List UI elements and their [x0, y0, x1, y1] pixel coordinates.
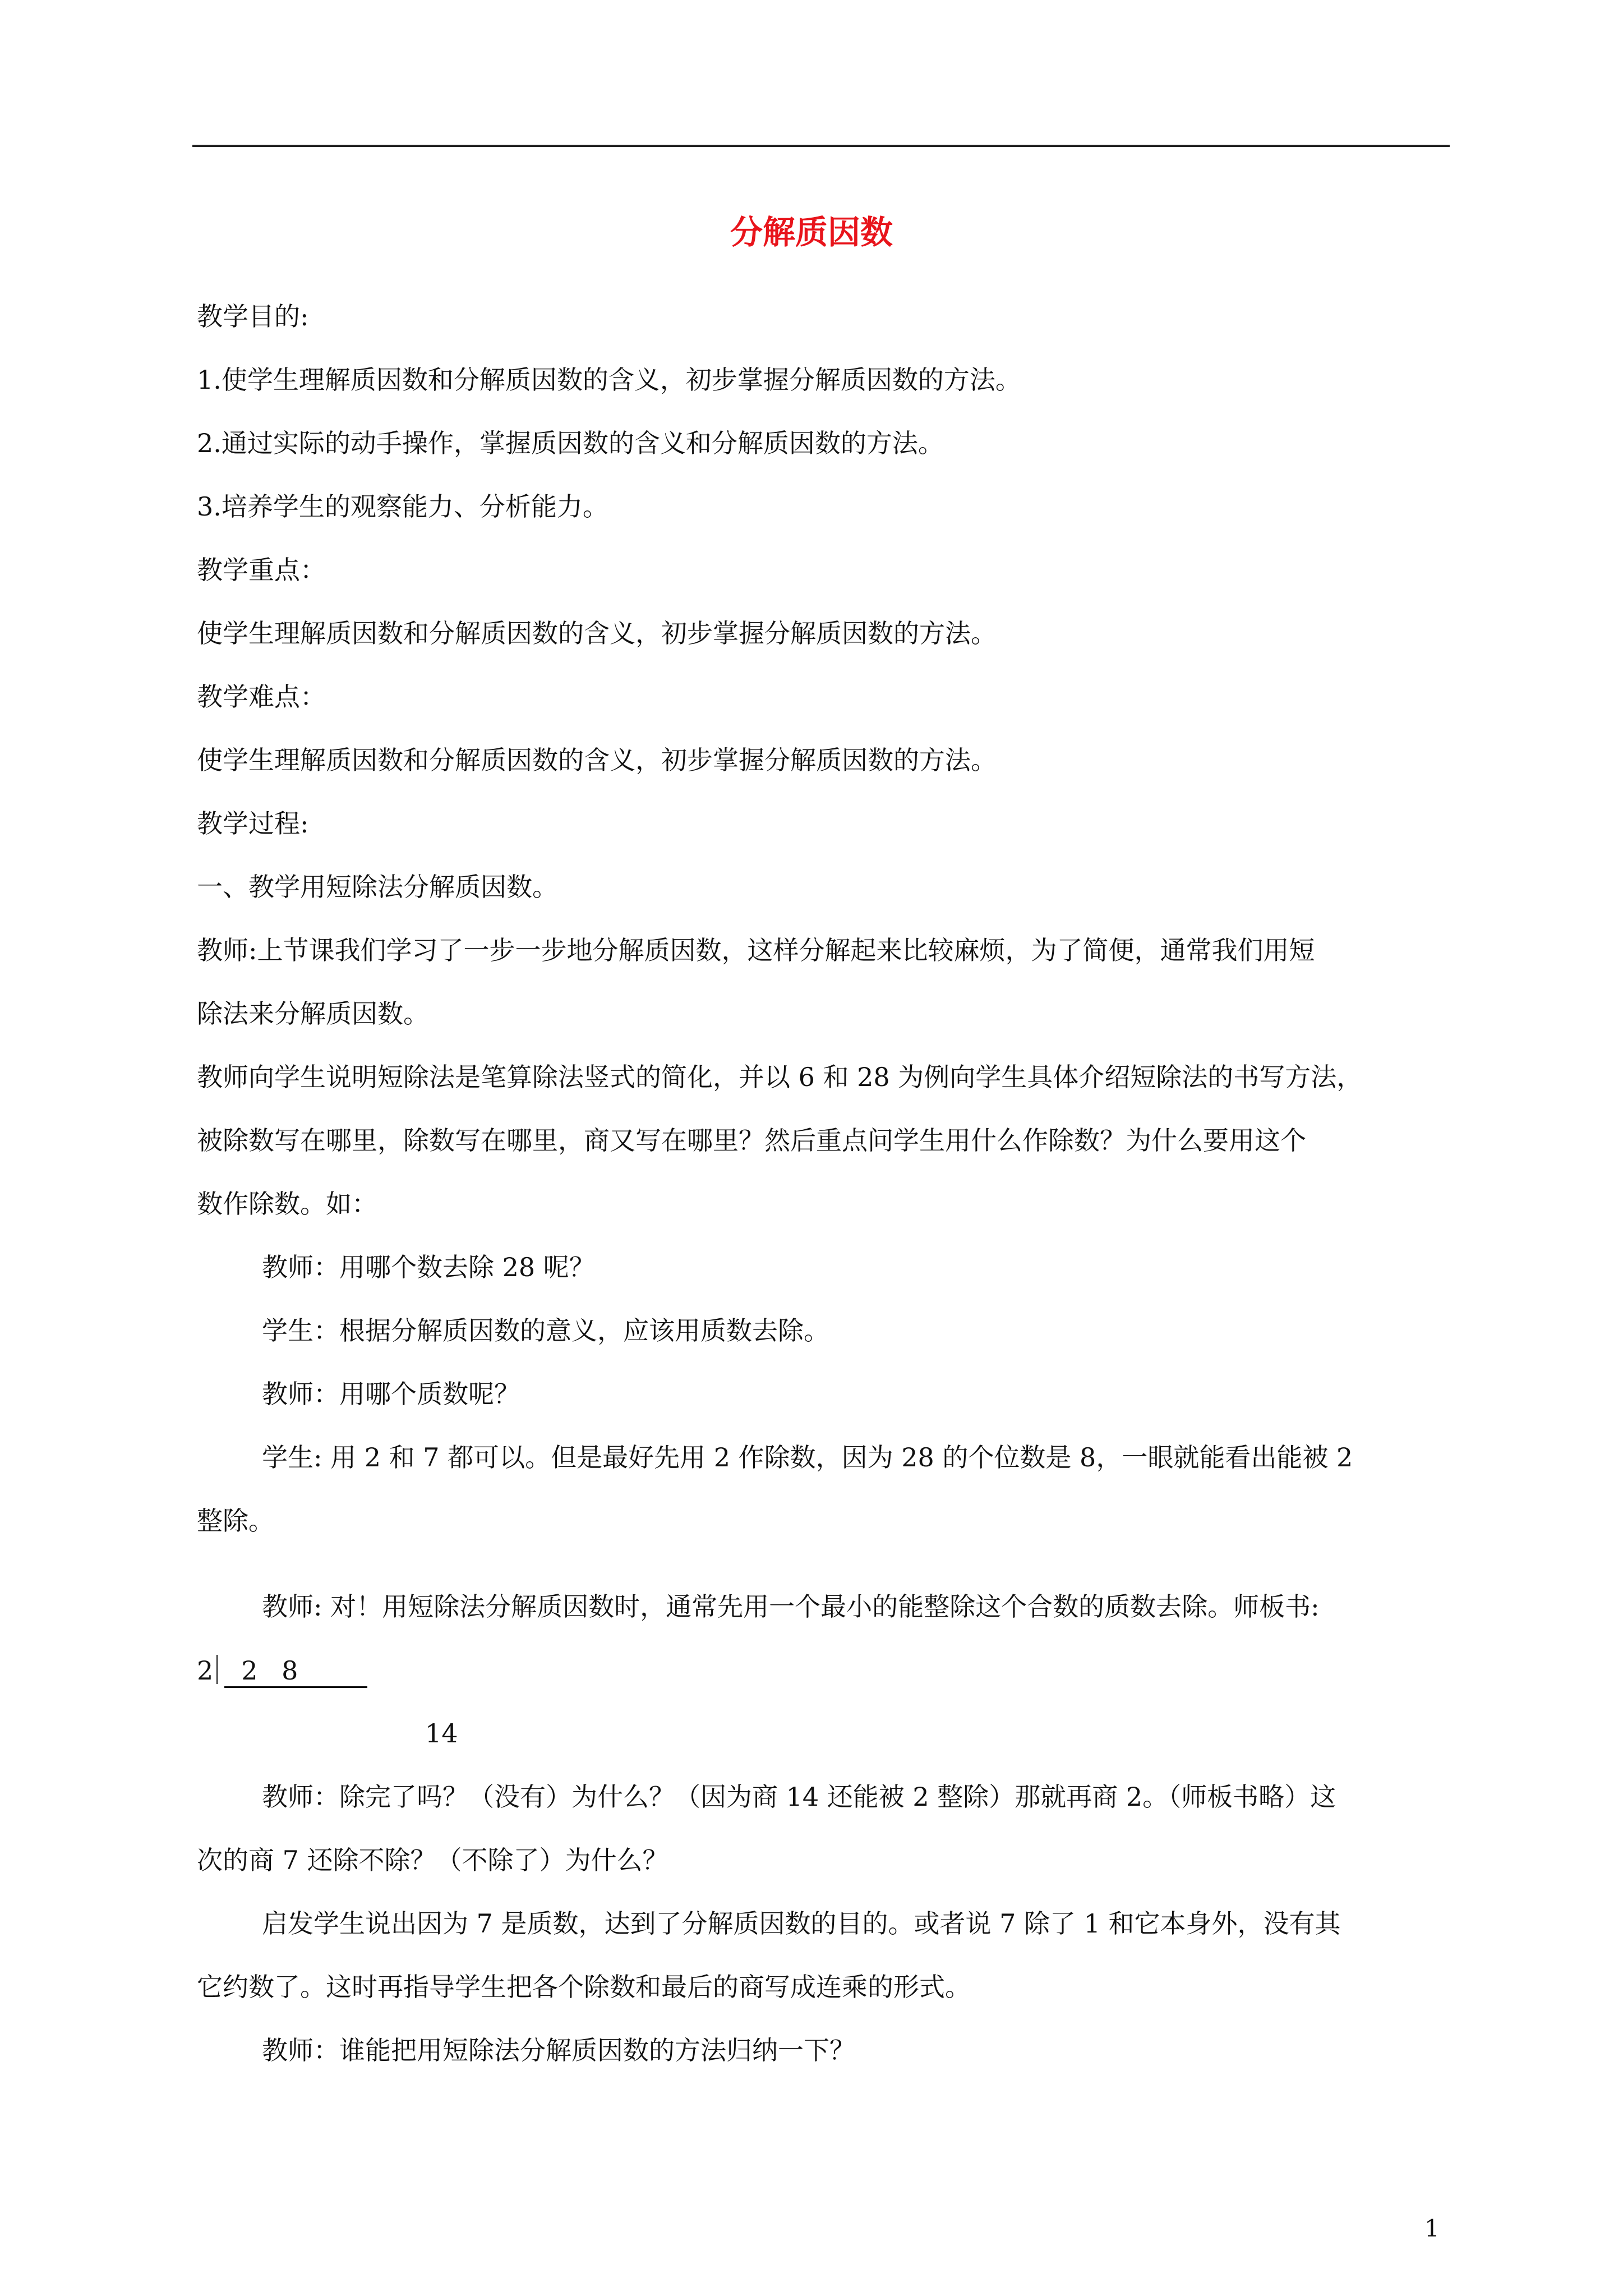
paragraph-line: 教学难点： [197, 682, 326, 712]
dialogue-line: 教师: 对！用短除法分解质因数时，通常先用一个最小的能整除这个合数的质数去除。师板书: [262, 1591, 1320, 1622]
paragraph-line: 整除。 [197, 1506, 274, 1536]
paragraph-line: 1.使学生理解质因数和分解质因数的含义，初步掌握分解质因数的方法。 [197, 365, 1021, 395]
paragraph-line: 教师向学生说明短除法是笔算除法竖式的简化，并以 6 和 28 为例向学生具体介绍短除法的书写方法， [197, 1062, 1363, 1092]
header-rule [192, 145, 1450, 147]
division-bar [216, 1655, 218, 1684]
paragraph-line: 它约数了。这时再指导学生把各个除数和最后的商写成连乘的形式。 [197, 1972, 971, 2002]
paragraph-line: 使学生理解质因数和分解质因数的含义，初步掌握分解质因数的方法。 [197, 745, 997, 775]
dialogue-line: 教师：除完了吗？（没有）为什么？（因为商 14 还能被 2 整除）那就再商 2。（师板书略）这 [262, 1782, 1336, 1812]
paragraph-line: 次的商 7 还除不除？（不除了）为什么？ [197, 1845, 668, 1875]
paragraph-line: 被除数写在哪里，除数写在哪里，商又写在哪里？然后重点问学生用什么作除数？为什么要用这个 [197, 1125, 1306, 1156]
paragraph-line: 3.培养学生的观察能力、分析能力。 [197, 491, 608, 522]
paragraph-line: 教学过程: [197, 808, 309, 839]
short-division [197, 1655, 367, 1688]
paragraph-line: 除法来分解质因数。 [197, 999, 429, 1029]
dialogue-line: 教师：谁能把用短除法分解质因数的方法归纳一下？ [262, 2035, 855, 2065]
paragraph-line: 一、教学用短除法分解质因数。 [197, 872, 558, 902]
paragraph-line: 教学目的: [197, 301, 309, 332]
paragraph-line: 使学生理解质因数和分解质因数的含义，初步掌握分解质因数的方法。 [197, 618, 997, 648]
paragraph-line: 教学重点： [197, 555, 326, 585]
paragraph-line: 数作除数。如： [197, 1189, 377, 1219]
divisor: 2 [197, 1655, 214, 1686]
document-title: 分解质因数 [730, 213, 893, 251]
paragraph-line: 启发学生说出因为 7 是质数，达到了分解质因数的目的。或者说 7 除了 1 和它本身外，没有其 [262, 1908, 1341, 1939]
dialogue-line: 教师：用哪个数去除 28 呢？ [262, 1252, 595, 1282]
dialogue-line: 学生: 用 2 和 7 都可以。但是最好先用 2 作除数，因为 28 的个位数是 8，一眼就能看出能被 2 [262, 1442, 1353, 1473]
quotient: 14 [425, 1718, 458, 1749]
dividend: 2 8 [224, 1655, 367, 1688]
dialogue-line: 教师：用哪个质数呢？ [262, 1379, 520, 1409]
paragraph-line: 教师:上节课我们学习了一步一步地分解质因数，这样分解起来比较麻烦，为了简便，通常我们用短 [197, 935, 1315, 965]
dialogue-line: 学生：根据分解质因数的意义，应该用质数去除。 [262, 1315, 829, 1346]
paragraph-line: 2.通过实际的动手操作，掌握质因数的含义和分解质因数的方法。 [197, 428, 944, 458]
page-number: 1 [1424, 2215, 1440, 2242]
